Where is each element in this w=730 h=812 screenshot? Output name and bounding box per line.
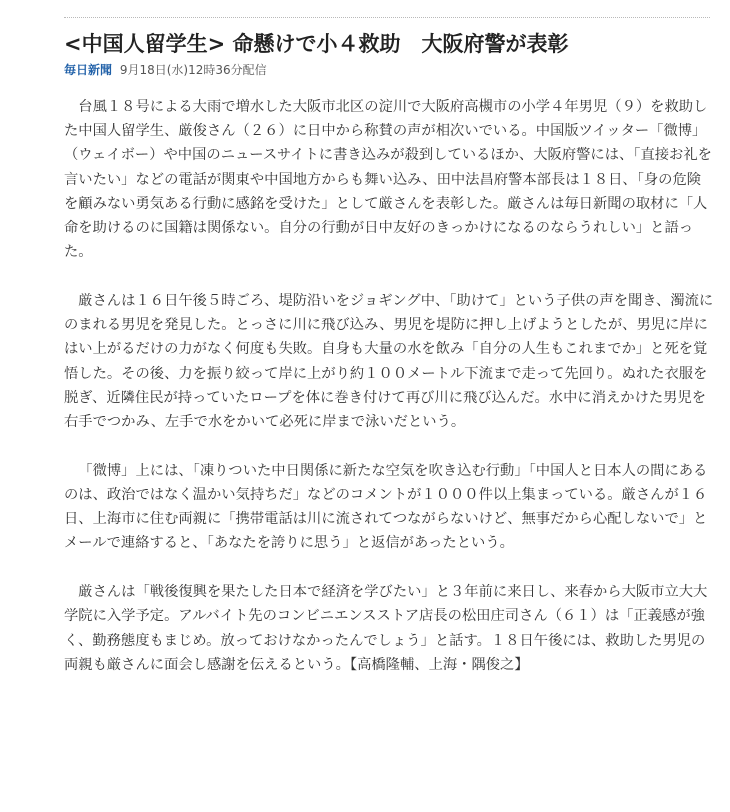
article-paragraph-2: 厳さんは１６日午後５時ごろ、堤防沿いをジョギング中、「助けて」という子供の声を聞き、濁流にのまれる男児を発見した。とっさに川に飛び込み、男児を堤防に押し上げようとしたが、男児に岸にはい上がるだけの力がなく何度も失敗。自身も大量の水を飲み「自分の人生もこれまでか」と死を覚悟した。その後、力を振り絞って岸に上がり約１００メートル下流まで走って先回り。ぬれた衣服を脱ぎ、近隣住民が持っていたロープを体に巻き付けて再び川に飛び込んだ。水中に消えかけた男児を右手でつかみ、左手で水をかいて必死に岸まで泳いだという。	[64, 293, 714, 431]
article-paragraph-3: 「微博」上には、「凍りついた中日関係に新たな空気を吹き込む行動」「中国人と日本人の間にあるのは、政治ではなく温かい気持ちだ」などのコメントが１０００件以上集まっている。厳さんが１６日、上海市に住む両親に「携帯電話は川に流されてつながらないけど、無事だから心配しないで」とメールで連絡すると、「あなたを誇りに思う」と返信があったという。	[64, 462, 708, 552]
article-body	[64, 95, 714, 702]
source-link[interactable]: 毎日新聞	[64, 63, 113, 77]
news-article	[64, 0, 714, 812]
publish-date: 9月18日(水)12時36分配信	[119, 63, 267, 77]
article-paragraph-1: 台風１８号による大雨で増水した大阪市北区の淀川で大阪府高槻市の小学４年男児（９）を救助した中国人留学生、厳俊さん（２６）に日中から称賛の声が相次いでいる。中国版ツイッター「微博」（ウェイボー）や中国のニュースサイトに書き込みが殺到しているほか、大阪府警には、「直接お礼を言いたい」などの電話が関東や中国地方からも舞い込み、田中法昌府警本部長は１８日、「身の危険を顧みない勇気ある行動に感銘を受けた」として厳さんを表彰した。厳さんは毎日新聞の取材に「人命を助けるのに国籍は関係ない。自分の行動が日中友好のきっかけになるのならうれしい」と語った。	[64, 99, 712, 261]
article-paragraph-4: 厳さんは「戦後復興を果たした日本で経済を学びたい」と３年前に来日し、来春から大阪市立大大学院に入学予定。アルバイト先のコンビニエンスストア店長の松田庄司さん（６１）は「正義感が強く、勤務態度もまじめ。放っておけなかったんでしょう」と話す。１８日午後には、救助した男児の両親も厳さんに面会し感謝を伝えるという。【高橋隆輔、上海・隅俊之】	[64, 584, 708, 673]
article-headline: <中国人留学生> 命懸けで小４救助 大阪府警が表彰	[64, 32, 569, 56]
article-byline	[64, 61, 267, 78]
top-divider	[64, 17, 710, 18]
